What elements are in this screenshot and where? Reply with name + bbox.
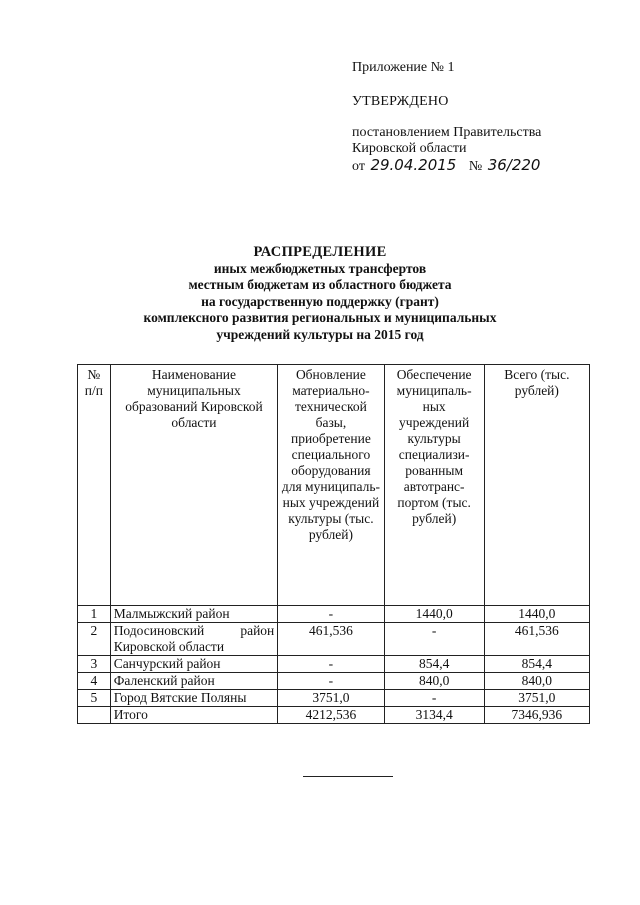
total-total: 7346,936 <box>484 707 589 724</box>
row-no: 3 <box>78 656 111 673</box>
total-no <box>78 707 111 724</box>
header-update: Обновление материально-технической базы, приобретение специального оборудования для муниципаль-ных учреждений культуры (тыс. рублей) <box>278 365 384 606</box>
row-update: 461,536 <box>278 623 384 656</box>
table-row <box>78 606 590 623</box>
row-name: Санчурский район <box>110 656 278 673</box>
row-update: - <box>278 673 384 690</box>
decree-line-1: постановлением Правительства <box>352 125 542 140</box>
title-line-3: на государственную поддержку (грант) <box>201 293 439 309</box>
row-name: Подосиновский район Кировской области <box>110 623 278 656</box>
distribution-table <box>77 364 590 724</box>
row-supply: 840,0 <box>384 673 484 690</box>
title-line-2: местным бюджетам из областного бюджета <box>188 277 452 292</box>
row-update: 3751,0 <box>278 690 384 707</box>
row-no: 4 <box>78 673 111 690</box>
header-name: Наименование муниципальных образований Кировской области <box>110 365 278 606</box>
title-line-4: комплексного развития региональных и муниципальных <box>143 310 497 325</box>
handwritten-number: 36/220 <box>487 156 541 174</box>
row-total: 3751,0 <box>484 690 589 707</box>
row-total: 461,536 <box>484 623 589 656</box>
table-total-row <box>78 707 590 724</box>
table-row <box>78 656 590 673</box>
row-no: 2 <box>78 623 111 656</box>
row-name: Город Вятские Поляны <box>110 690 278 707</box>
title-line-5: учреждений культуры на 2015 год <box>216 326 424 342</box>
table-row <box>78 690 590 707</box>
document-title <box>100 244 540 343</box>
row-update: - <box>278 606 384 623</box>
total-update: 4212,536 <box>278 707 384 724</box>
appendix-label: Приложение № 1 <box>352 60 455 75</box>
decree-block <box>352 125 542 175</box>
row-supply: - <box>384 690 484 707</box>
number-prefix: № <box>468 159 483 174</box>
row-total: 854,4 <box>484 656 589 673</box>
decree-date-line <box>352 157 542 175</box>
handwritten-date: 29.04.2015 <box>370 156 457 174</box>
table-header-row <box>78 365 590 606</box>
row-total: 840,0 <box>484 673 589 690</box>
table-row <box>78 623 590 656</box>
row-no: 1 <box>78 606 111 623</box>
total-supply: 3134,4 <box>384 707 484 724</box>
row-total: 1440,0 <box>484 606 589 623</box>
approved-label: УТВЕРЖДЕНО <box>352 94 449 109</box>
row-supply: 1440,0 <box>384 606 484 623</box>
header-supply: Обеспечение муниципаль-ных учреждений культуры специализи-рованным автотранс-портом (тыс. рублей) <box>384 365 484 606</box>
table-row <box>78 673 590 690</box>
end-separator-line <box>303 776 393 777</box>
row-name: Малмыжский район <box>110 606 278 623</box>
total-label: Итого <box>110 707 278 724</box>
title-main: РАСПРЕДЕЛЕНИЕ <box>253 244 387 260</box>
date-prefix: от <box>352 159 365 174</box>
row-no: 5 <box>78 690 111 707</box>
row-supply: - <box>384 623 484 656</box>
decree-line-2: Кировской области <box>352 141 467 156</box>
row-update: - <box>278 656 384 673</box>
header-total: Всего (тыс. рублей) <box>484 365 589 606</box>
row-name: Фаленский район <box>110 673 278 690</box>
row-supply: 854,4 <box>384 656 484 673</box>
title-line-1: иных межбюджетных трансфертов <box>213 260 427 276</box>
header-no: № п/п <box>78 365 111 606</box>
